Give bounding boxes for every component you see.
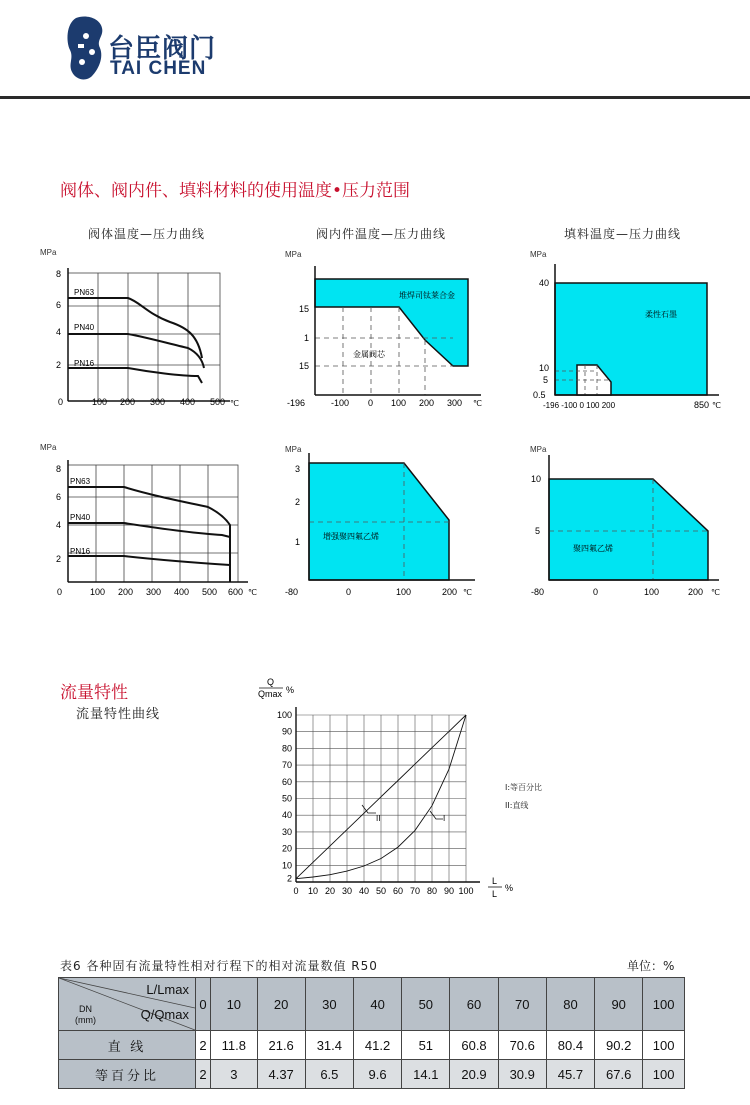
ytick: 5 <box>543 375 549 385</box>
xtick: 200 <box>120 397 136 407</box>
unit-c: ℃ <box>712 401 721 410</box>
table-cell: 31.4 <box>305 1031 353 1060</box>
xtick: -196 <box>287 398 306 408</box>
chart-title-trim: 阀内件温度—压力曲线 <box>316 227 447 241</box>
unit-c: ℃ <box>230 399 239 408</box>
x-tick-label: 50 <box>375 886 387 896</box>
chart-body-temp-pressure <box>30 240 245 420</box>
x-tick-label: 0 <box>293 886 299 896</box>
xtick: 500 <box>202 587 218 597</box>
ytick: 6 <box>56 492 62 502</box>
table-col-header: 80 <box>546 978 594 1031</box>
xtick: 500 <box>210 397 226 407</box>
region-rptfe <box>309 463 449 580</box>
xtick: 100 <box>644 587 660 597</box>
ytick: 0.5 <box>533 390 546 400</box>
chart-title-body: 阀体温度—压力曲线 <box>88 227 206 241</box>
y-tick-label: 50 <box>281 793 292 804</box>
region-ptfe <box>549 479 708 580</box>
xlabel-unit: % <box>505 883 514 893</box>
y-tick-label: 60 <box>281 776 292 787</box>
x-tick-label: 80 <box>426 886 438 896</box>
y-tick-label: 90 <box>281 726 292 737</box>
xtick: 400 <box>180 397 196 407</box>
ytick: 2 <box>295 497 301 507</box>
label-pn40: PN40 <box>74 323 95 332</box>
x-tick-label: 30 <box>341 886 353 896</box>
unit-mpa: MPa <box>530 250 547 259</box>
series-label-ii <box>362 805 380 823</box>
brand-cn: 台臣阀门 <box>108 34 217 64</box>
section-subtitle-flow: 流量特性曲线 <box>76 707 161 722</box>
xtick: 400 <box>174 587 190 597</box>
ytick: 15 <box>299 304 310 314</box>
x-tick-label: 40 <box>358 886 370 896</box>
region-label-metal: 金属阀芯 <box>353 350 385 359</box>
unit-c: ℃ <box>711 588 720 597</box>
ylabel-den: Qmax <box>258 689 283 699</box>
xtick: 0 <box>346 587 352 597</box>
unit-c: ℃ <box>463 588 472 597</box>
ytick: 4 <box>56 327 62 337</box>
region-label-rptfe: 增强聚四氟乙烯 <box>323 532 379 541</box>
corner-l-lmax: L/Lmax <box>146 982 189 997</box>
logo-emblem-icon <box>62 14 108 84</box>
xtick: 200 <box>688 587 704 597</box>
xtick: 300 <box>447 398 463 408</box>
table-cell: 11.8 <box>211 1031 257 1060</box>
row-label: 等百分比 <box>59 1060 196 1089</box>
xtick: 850 <box>694 400 710 410</box>
table-cell: 67.6 <box>595 1060 643 1089</box>
table-col-header: 20 <box>257 978 305 1031</box>
chart-title-packing: 填料温度—压力曲线 <box>564 227 682 241</box>
logo-mark <box>62 14 108 84</box>
table-col-header: 30 <box>305 978 353 1031</box>
table-col-header: 50 <box>402 978 450 1031</box>
xtick: 100 <box>396 587 412 597</box>
y-tick-label: 40 <box>281 810 292 821</box>
xtick: -80 <box>531 587 545 597</box>
xtick: 100 <box>90 587 106 597</box>
x-tick-label: 90 <box>443 886 455 896</box>
xtick: 200 <box>442 587 458 597</box>
y-tick-label: 80 <box>281 743 292 754</box>
x-tick-label: 100 <box>458 886 474 896</box>
corner-q-qmax: Q/Qmax <box>140 1007 189 1022</box>
table-cell: 2 <box>196 1060 211 1089</box>
table-col-header: 70 <box>498 978 546 1031</box>
label-pn63: PN63 <box>74 288 95 297</box>
table-cell: 6.5 <box>305 1060 353 1089</box>
ytick: 2 <box>56 360 62 370</box>
ytick: 6 <box>56 300 62 310</box>
unit-c: ℃ <box>248 588 257 597</box>
x-tick-label: 20 <box>324 886 336 896</box>
table-cell: 21.6 <box>257 1031 305 1060</box>
section-title-flow: 流量特性 <box>60 683 128 703</box>
table-cell: 41.2 <box>353 1031 401 1060</box>
ytick: 40 <box>539 278 550 288</box>
table-cell: 4.37 <box>257 1060 305 1089</box>
table-cell: 100 <box>643 1031 685 1060</box>
table-col-header: 60 <box>450 978 498 1031</box>
table-col-header: 10 <box>211 978 257 1031</box>
ytick: 8 <box>56 464 62 474</box>
row-label: 直 线 <box>59 1031 196 1060</box>
table-corner <box>59 978 196 1031</box>
svg-text:I: I <box>443 814 446 823</box>
y-tick-label: 70 <box>281 760 292 771</box>
unit-mpa: MPa <box>40 248 57 257</box>
region-label-hardfacing: 堆焊司钛莱合金 <box>399 291 455 300</box>
ytick: 10 <box>531 474 542 484</box>
table-cell: 30.9 <box>498 1060 546 1089</box>
chart-reinforced-ptfe <box>285 435 495 605</box>
flow-characteristic-chart <box>250 675 520 905</box>
table-cell: 70.6 <box>498 1031 546 1060</box>
xtick: 300 <box>150 397 166 407</box>
y-axis-label <box>258 677 294 699</box>
region-label-ptfe: 聚四氟乙烯 <box>573 544 613 553</box>
table-cell: 9.6 <box>353 1060 401 1089</box>
y-tick-label: 20 <box>281 843 292 854</box>
y-tick-label: 10 <box>281 860 292 871</box>
table-cell: 51 <box>402 1031 450 1060</box>
table-caption: 表6 各种固有流量特性相对行程下的相对流量数值 R50 <box>60 959 378 973</box>
ytick: 4 <box>56 520 62 530</box>
x-tick-label: 60 <box>392 886 404 896</box>
table-col-header: 40 <box>353 978 401 1031</box>
xlabel-den: L <box>492 889 498 899</box>
table-col-header: 90 <box>595 978 643 1031</box>
xtick: 100 <box>92 397 108 407</box>
x-tick-label: 10 <box>307 886 319 896</box>
ylabel-unit: % <box>286 685 295 695</box>
curve-pn16 <box>68 556 230 565</box>
table-cell: 90.2 <box>595 1031 643 1060</box>
xtick: 600 <box>228 587 244 597</box>
label-pn16: PN16 <box>70 547 91 556</box>
table-cell: 100 <box>643 1060 685 1089</box>
ytick: 5 <box>535 526 541 536</box>
xtick: -100 <box>331 398 350 408</box>
y-tick-label: 2 <box>286 873 292 884</box>
xtick: 0 <box>368 398 374 408</box>
ytick: 8 <box>56 269 62 279</box>
table-col-header: 0 <box>196 978 211 1031</box>
table-unit: 单位：% <box>627 959 675 973</box>
unit-mpa: MPa <box>285 250 302 259</box>
xtick: 200 <box>118 587 134 597</box>
table-row-linear <box>59 1031 685 1060</box>
ytick: 1 <box>304 333 310 343</box>
ytick: 15 <box>299 361 310 371</box>
chart-ptfe <box>525 435 735 605</box>
xtick: 0 <box>57 587 63 597</box>
legend-equal-percent: I:等百分比 <box>505 783 543 792</box>
ytick: 10 <box>539 363 550 373</box>
table-col-header: 100 <box>643 978 685 1031</box>
xtick: -80 <box>285 587 299 597</box>
table-header-row <box>59 978 685 1031</box>
table-cell: 45.7 <box>546 1060 594 1089</box>
corner-dn: DN <box>79 1004 92 1014</box>
table-cell: 80.4 <box>546 1031 594 1060</box>
section-title-temperature: 阀体、阀内件、填料材料的使用温度•压力范围 <box>60 181 411 201</box>
unit-mpa: MPa <box>530 445 547 454</box>
ytick: 1 <box>295 537 301 547</box>
ytick: 2 <box>56 554 62 564</box>
chart-body-temp-pressure-2 <box>30 435 270 605</box>
label-pn40: PN40 <box>70 513 91 522</box>
label-pn16: PN16 <box>74 359 95 368</box>
unit-mpa: MPa <box>40 443 57 452</box>
corner-mm: (mm) <box>75 1015 96 1025</box>
table-cell: 14.1 <box>402 1060 450 1089</box>
xtick: 100 <box>391 398 407 408</box>
table-row-equal-percent <box>59 1060 685 1089</box>
xtick: 0 <box>593 587 599 597</box>
xtick: 300 <box>146 587 162 597</box>
ylabel-num: Q <box>267 677 275 687</box>
x-axis-label <box>488 876 513 899</box>
xtick: 200 <box>419 398 435 408</box>
xtick: -196 -100 0 100 200 <box>543 401 616 410</box>
ytick: 3 <box>295 464 301 474</box>
region-label-graphite: 柔性石墨 <box>645 310 677 319</box>
xlabel-num: L <box>492 876 498 886</box>
chart-packing-temp-pressure <box>525 240 735 420</box>
table-cell: 20.9 <box>450 1060 498 1089</box>
flow-table <box>58 977 685 1089</box>
y-tick-label: 100 <box>276 710 292 720</box>
svg-text:II: II <box>376 814 381 823</box>
table-cell: 60.8 <box>450 1031 498 1060</box>
brand-en: TAI CHEN <box>110 58 207 79</box>
curve-pn16 <box>68 368 202 383</box>
legend-linear: II:直线 <box>505 801 529 810</box>
table-cell: 3 <box>211 1060 257 1089</box>
unit-mpa: MPa <box>285 445 302 454</box>
label-pn63: PN63 <box>70 477 91 486</box>
table-cell: 2 <box>196 1031 211 1060</box>
unit-c: ℃ <box>473 399 482 408</box>
xtick: 0 <box>58 397 64 407</box>
chart-trim-temp-pressure <box>285 240 495 420</box>
header-divider <box>0 96 750 99</box>
x-tick-label: 70 <box>409 886 421 896</box>
y-tick-label: 30 <box>281 826 292 837</box>
